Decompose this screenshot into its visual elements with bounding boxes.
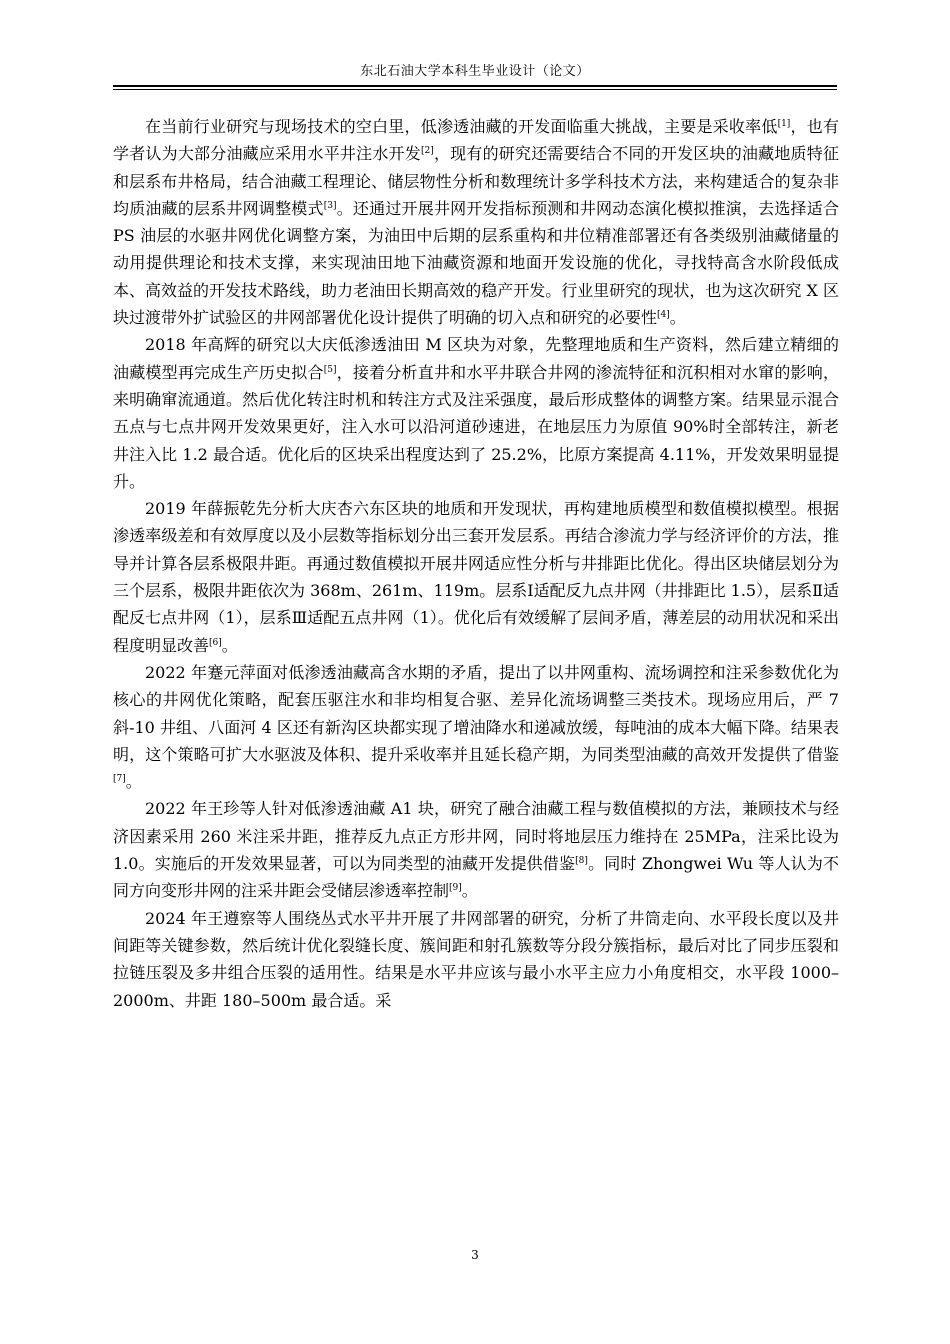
paragraph-text: 2022 年王珍等人针对低渗透油藏 A1 块，研究了融合油藏工程与数值模拟的方法，兼顾技术与经济因素采用 260 米注采井距，推荐反九点正方形井网，同时将地层压力维持在 25MPa，注采比设为 1.0。实施后的开发效果显著，可以为同类型的油藏开发提供借鉴	[113, 799, 839, 874]
header-rule-thin	[113, 89, 837, 90]
paragraph-text: 。	[461, 881, 478, 901]
body-paragraph	[113, 113, 839, 331]
citation-ref: [9]	[449, 883, 462, 894]
paragraph-text: 在当前行业研究与现场技术的空白里，低渗透油藏的开发面临重大挑战，主要是采收率低	[145, 117, 778, 136]
body-paragraph	[113, 795, 839, 904]
body-paragraph	[113, 331, 839, 495]
paragraph-text: 2022 年蹇元萍面对低渗透油藏高含水期的矛盾，提出了以井网重构、流场调控和注采参数优化为核心的井网优化策略，配套压驱注水和非均相复合驱、差异化流场调整三类技术。现场应用后，严 7 斜-10 井组、八面河 4 区还有新沟区块都实现了增油降水和递减放缓，每吨油的成本大幅下降。结果表明，这个策略可扩大水驱波及体积、提升采收率并且延长稳产期，为同类型油藏的高效开发提供了借鉴	[113, 662, 839, 764]
citation-ref: [6]	[209, 637, 222, 648]
paragraph-text: ，现有的研究还需要结合不同的开发区块的油藏地质特征和层系布井格局，结合油藏工程理论、储层物性分析和数理统计多学科技术方法，来构建适合的复杂非均质油藏的层系井网调整模式	[113, 144, 839, 218]
paragraph-text: 。还通过开展井网开发指标预测和井网动态演化模拟推演，去选择适合 PS 油层的水驱井网优化调整方案，为油田中后期的层系重构和井位精准部署还有各类级别油藏储量的动用提供理论和技术支撑，来实现油田地下油藏资源和地面开发设施的优化，寻找特高含水阶段低成本、高效益的开发技术路线，助力老油田长期高效的稳产开发。行业里研究的现状，也为这次研究 X 区块过渡带外扩试验区的井网部署优化设计提供了明确的切入点和研究的必要性	[113, 198, 839, 328]
paragraph-text: ，接着分析直井和水平井联合井网的渗流特征和沉积相对水窜的影响，来明确窜流通道。然后优化转注时机和转注方式及注采强度，最后形成整体的调整方案。结果显示混合五点与七点井网开发效果更好，注入水可以沿河道砂速进，在地层压力为原值 90%时全部转注，新老井注入比 1.2 最合适。优化后的区块采出程度达到了 25.2%，比原方案提高 4.11%，开发效果明显提升。	[113, 362, 839, 491]
paragraph-text: 。	[125, 772, 142, 792]
citation-ref: [8]	[575, 856, 588, 867]
citation-ref: [5]	[323, 364, 337, 375]
citation-ref: [7]	[113, 774, 126, 785]
paragraph-text: ，也有学者认为大部分油藏应采用水平井注水开发	[113, 117, 839, 164]
paragraph-text: 。	[221, 635, 238, 655]
header-rule-thick	[113, 85, 837, 87]
paragraph-text: 。同时 Zhongwei Wu 等人认为不同方向变形井网的注采井距会受储层渗透率控制	[113, 854, 839, 901]
citation-ref: [1]	[777, 119, 791, 129]
page-number: 3	[471, 1248, 479, 1262]
paragraph-text: 2018 年高辉的研究以大庆低渗透油田 M 区块为对象，先整理地质和生产资料，然后建立精细的油藏模型再完成生产历史拟合	[113, 335, 839, 382]
paragraph-text: 2024 年王遵察等人围绕丛式水平井开展了井网部署的研究，分析了井筒走向、水平段长度以及井间距等关键参数，然后统计优化裂缝长度、簇间距和射孔簇数等分段分簇指标，最后对比了同步压裂和拉链压裂及多井组合压裂的适用性。结果是水平井应该与最小水平主应力小角度相交，水平段 1000–2000m、井距 180–500m 最合适。采	[113, 908, 839, 1010]
citation-ref: [3]	[323, 200, 337, 211]
body-paragraph	[113, 905, 839, 1014]
paragraph-text: 2019 年薛振乾先分析大庆杏六东区块的地质和开发现状，再构建地质模型和数值模拟模型。根据渗透率级差和有效厚度以及小层数等指标划分出三套开发层系。再结合渗流力学与经济评价的方法，推导并计算各层系极限井距。再通过数值模拟开展井网适应性分析与井排距比优化。得出区块储层划分为三个层系，极限井距依次为 368m、261m、119m。层系Ⅰ适配反九点井网（井排距比 1.5），层系Ⅱ适配反七点井网（1），层系Ⅲ适配五点井网（1）。优化后有效缓解了层间矛盾，薄差层的动用状况和采出程度明显改善	[113, 499, 839, 655]
page-header-title: 东北石油大学本科生毕业设计（论文）	[360, 64, 590, 79]
citation-ref: [2]	[420, 146, 434, 157]
citation-ref: [4]	[657, 310, 670, 321]
body-text	[113, 113, 839, 1014]
paragraph-text: 。	[669, 308, 686, 328]
body-paragraph	[113, 495, 839, 659]
body-paragraph	[113, 659, 839, 795]
